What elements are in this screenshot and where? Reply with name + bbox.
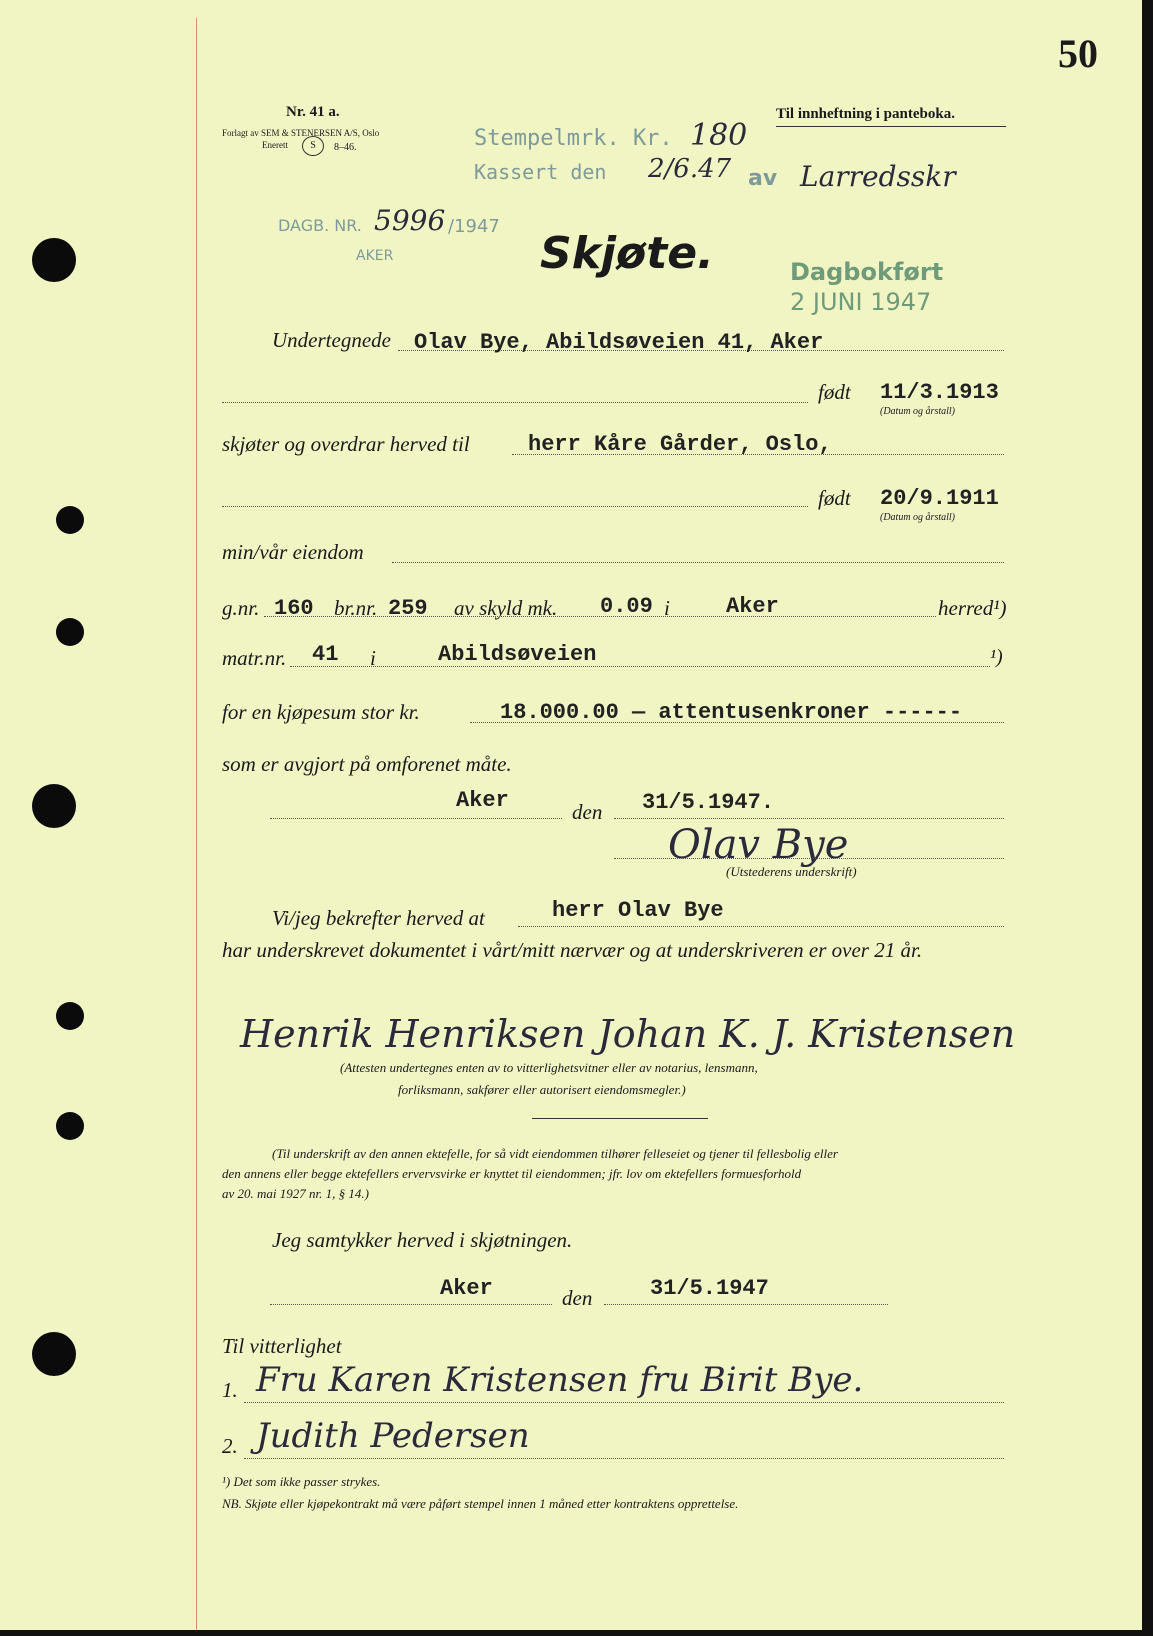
issuer-signature: Olav Bye [668,822,849,868]
born-label-buyer: født [818,486,851,510]
journal-number: 5996 [374,204,446,237]
date-hint: (Datum og årstall) [880,406,955,417]
field-line [518,926,1004,927]
settled-text: som er avgjort på omforenet måte. [222,752,512,776]
brnr-value: 259 [388,596,428,621]
place-1: Aker [456,788,509,813]
publisher-logo-icon: S [302,136,324,156]
publisher-line: Forlagt av SEM & STENERSEN A/S, Oslo [222,128,380,138]
herred-value: Aker [726,594,779,619]
skyld-label: av skyld mk. [454,596,558,620]
dagbokfort-label: Dagbokført [790,258,944,286]
footnote-mark: ¹) [990,646,1003,668]
binding-note: Til innheftning i panteboka. [776,106,955,122]
herred-label: herred¹) [938,596,1007,620]
field-line [290,666,990,667]
field-line [270,1304,552,1305]
spouse-note-3: av 20. mai 1927 nr. 1, § 14.) [222,1186,369,1201]
skyld-value: 0.09 [600,594,653,619]
skyld-i-label: i [664,596,670,620]
punch-hole [32,1332,76,1376]
form-number: Nr. 41 a. [286,104,340,120]
undersigned-value: Olav Bye, Abildsøveien 41, Aker [414,330,824,355]
witness-2-number: 2. [222,1434,238,1458]
confirm-value: herr Olav Bye [552,898,724,923]
journal-place: AKER [356,248,394,264]
stamp-fee-label: Stempelmrk. Kr. [474,126,673,151]
punch-hole [32,238,76,282]
place-2: Aker [440,1276,493,1301]
den-label-1: den [572,800,603,824]
matr-label: matr.nr. [222,646,287,670]
journal-year: /1947 [448,216,500,237]
gnr-label: g.nr. [222,596,260,620]
field-line [270,818,562,819]
signature-line [244,1402,1004,1403]
issuer-caption: (Utstederens underskrift) [726,864,857,879]
journal-label: DAGB. NR. [278,216,362,235]
field-line [614,818,1004,819]
punch-hole [56,506,84,534]
publisher-enerett: Enerett [262,140,288,150]
witness-signatures: Henrik Henriksen Johan K. J. Kristensen [240,1012,1016,1056]
nb-note: NB. Skjøte eller kjøpekontrakt må være påført stempel innen 1 måned etter kontraktens opprettelse. [222,1496,739,1511]
field-line [222,402,808,403]
page-number: 50 [1058,31,1098,76]
date-2: 31/5.1947 [650,1276,769,1301]
den-label-2: den [562,1286,593,1310]
attest-note-1: (Attesten undertegnes enten av to vitterlighetsvitner eller av notarius, lensmann, [340,1060,758,1075]
field-line [392,562,1004,563]
date-hint: (Datum og årstall) [880,512,955,523]
born-label: født [818,380,851,404]
stamp-paid-date: 2/6.47 [648,154,732,184]
dagbokfort-date: 2 JUNI 1947 [790,288,932,316]
confirm-label: Vi/jeg bekrefter herved at [272,906,485,930]
punch-hole [56,618,84,646]
spouse-note-2: den annens eller begge ektefellers ervervsvirke er knyttet til eiendommen; jfr. lov om ektefellers formuesforhold [222,1166,802,1181]
price-value: 18.000.00 — attentusenkroner ------ [500,700,963,725]
gnr-value: 160 [274,596,314,621]
street-value: Abildsøveien [438,642,597,667]
field-line [264,616,936,617]
attest-note-2: forliksmann, sakfører eller autorisert eiendomsmegler.) [398,1082,686,1097]
stamp-fee-amount: 180 [690,118,748,153]
undersigned-label: Undertegnede [272,328,391,352]
transfer-label: skjøter og overdrar herved til [222,432,470,456]
punch-hole [56,1002,84,1030]
field-line [604,1304,888,1305]
witness-1-number: 1. [222,1378,238,1402]
page-title: Skjøte. [540,228,714,279]
publisher-year: 8–46. [334,142,357,153]
signature-line [244,1458,1004,1459]
divider [532,1118,708,1119]
matr-value: 41 [312,642,339,667]
date-1: 31/5.1947. [642,790,775,815]
margin-line [196,18,197,1630]
witness-2-signature: Judith Pedersen [256,1416,530,1456]
signature-line [614,858,1004,859]
witness-label: Til vitterlighet [222,1334,342,1358]
buyer-born: 20/9.1911 [880,486,999,511]
brnr-label: br.nr. [334,596,378,620]
stamp-by-label: av [748,166,778,191]
matr-i-label: i [370,646,376,670]
witness-1-signature: Fru Karen Kristensen fru Birit Bye. [256,1360,864,1400]
stamp-paid-label: Kassert den [474,160,607,184]
property-label: min/vår eiendom [222,540,364,564]
binding-note-underline [776,126,1006,127]
price-label: for en kjøpesum stor kr. [222,700,420,724]
stamp-by-signature: Larredsskr [800,160,956,193]
buyer-value: herr Kåre Gårder, Oslo, [528,432,832,457]
punch-hole [32,784,76,828]
consent-text: Jeg samtykker herved i skjøtningen. [272,1228,573,1252]
spouse-note-1: (Til underskrift av den annen ektefelle, for så vidt eiendommen tilhører felleseiet og tjener til fellesbolig eller [272,1146,838,1161]
footnote: ¹) Det som ikke passer strykes. [222,1474,381,1489]
seller-born: 11/3.1913 [880,380,999,405]
confirm-text: har underskrevet dokumentet i vårt/mitt nærvær og at underskriveren er over 21 år. [222,938,923,962]
punch-hole [56,1112,84,1140]
field-line [222,506,808,507]
